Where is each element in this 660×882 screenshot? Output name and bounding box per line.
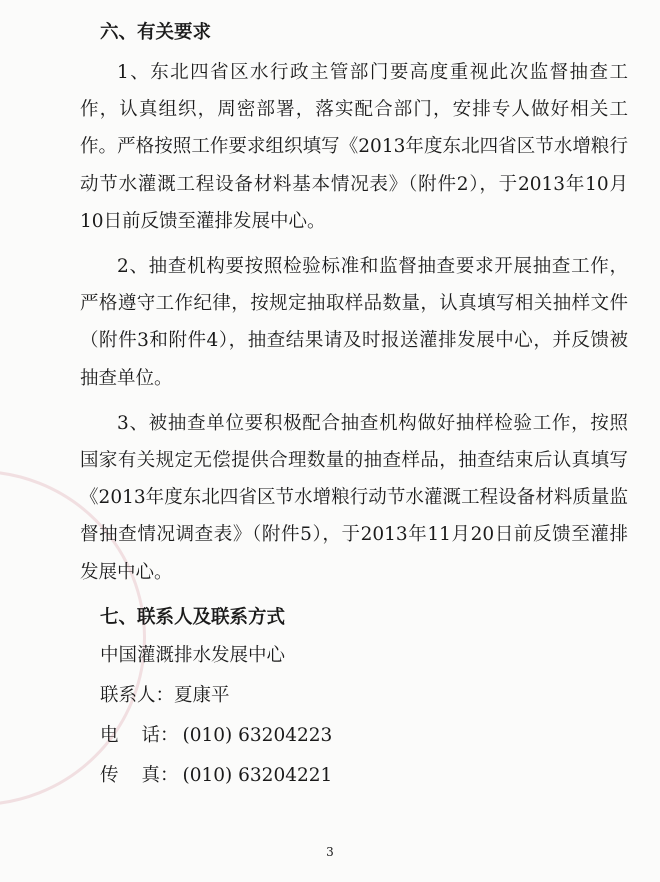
requirement-item-3: 3、被抽查单位要积极配合抽查机构做好抽样检验工作，按照国家有关规定无偿提供合理数量的抽查样品，抽查结束后认真填写《2013年度东北四省区节水增粮行动节水灌溉工程设备材料质量监督抽查情况调查表》（附件5），于2013年11月20日前反馈至灌排发展中心。 [80, 412, 628, 583]
phone-line [80, 723, 628, 749]
fax-line [80, 763, 628, 789]
contact-person-label: 联系人： [100, 684, 175, 706]
requirement-item-2: 2、抽查机构要按照检验标准和监督抽查要求开展抽查工作，严格遵守工作纪律，按规定抽取样品数量，认真填写相关抽样文件（附件3和附件4），抽查结果请及时报送灌排发展中心，并反馈被抽查单位。 [80, 256, 628, 389]
contact-person-name: 夏康平 [174, 684, 230, 706]
document-body [80, 20, 628, 803]
fax-colon: ： [160, 764, 179, 786]
fax-label: 传真 [100, 764, 160, 786]
contact-person-line [80, 683, 628, 709]
page-number: 3 [326, 845, 334, 859]
phone-label: 电话 [100, 724, 160, 746]
section-7-heading: 七、联系人及联系方式 [100, 606, 286, 628]
requirement-item-1: 1、东北四省区水行政主管部门要高度重视此次监督抽查工作，认真组织，周密部署，落实配合部门，安排专人做好相关工作。严格按照工作要求组织填写《2013年度东北四省区节水增粮行动节水灌溉工程设备材料基本情况表》（附件2），于2013年10月10日前反馈至灌排发展中心。 [80, 62, 628, 232]
contact-organization: 中国灌溉排水发展中心 [100, 644, 286, 666]
phone-number: (010) 63204223 [182, 724, 333, 746]
fax-number: (010) 63204221 [182, 764, 333, 786]
section-6-heading: 六、有关要求 [100, 22, 212, 43]
phone-colon: ： [160, 724, 179, 746]
